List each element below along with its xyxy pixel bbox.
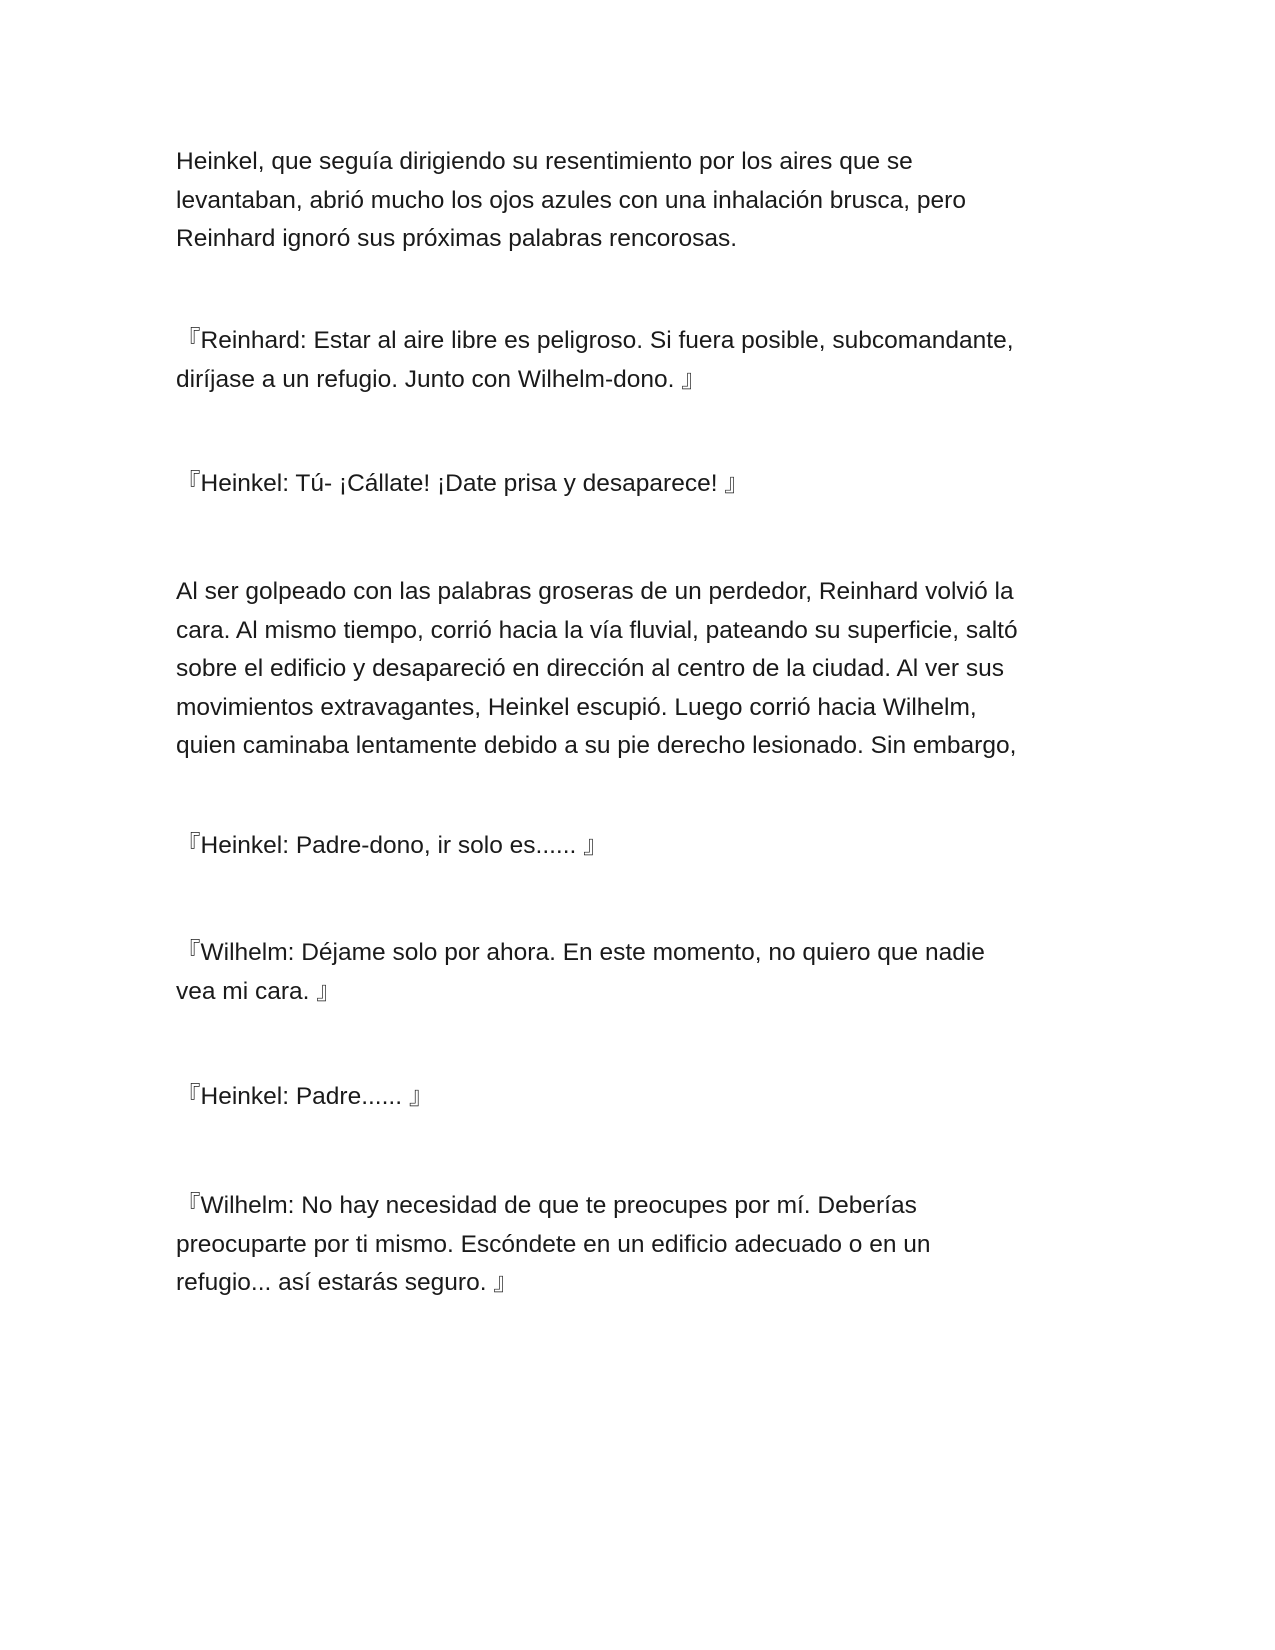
paragraph-dialogue-heinkel-2	[176, 827, 1106, 866]
text-line: 『Heinkel: Tú- ¡Cállate! ¡Date prisa y desaparece! 』	[176, 470, 749, 497]
text-line: quien caminaba lentamente debido a su pie derecho lesionado. Sin embargo,	[176, 732, 1017, 759]
paragraph-dialogue-heinkel-3	[176, 1078, 1106, 1117]
text-line: 『Reinhard: Estar al aire libre es peligroso. Si fuera posible, subcomandante,	[176, 327, 1014, 354]
text-line: 『Heinkel: Padre-dono, ir solo es...... 』	[176, 832, 608, 859]
paragraph-narration-2	[176, 573, 1106, 766]
paragraph-dialogue-wilhelm-1	[176, 934, 1106, 1011]
text-line: 『Wilhelm: No hay necesidad de que te preocupes por mí. Deberías	[176, 1192, 917, 1219]
text-line: 『Wilhelm: Déjame solo por ahora. En este momento, no quiero que nadie	[176, 939, 985, 966]
paragraph-dialogue-wilhelm-2	[176, 1187, 1106, 1303]
text-line: cara. Al mismo tiempo, corrió hacia la vía fluvial, pateando su superficie, saltó	[176, 616, 1018, 644]
text-line: Reinhard ignoró sus próximas palabras rencorosas.	[176, 225, 738, 252]
text-line: sobre el edificio y desapareció en dirección al centro de la ciudad. Al ver sus	[176, 655, 1005, 682]
text-line: Heinkel, que seguía dirigiendo su resentimiento por los aires que se	[176, 148, 913, 175]
paragraph-dialogue-heinkel-1	[176, 465, 1106, 504]
text-line: 『Heinkel: Padre...... 』	[176, 1083, 434, 1110]
paragraph-dialogue-reinhard	[176, 322, 1106, 399]
text-line: Al ser golpeado con las palabras groseras de un perdedor, Reinhard volvió la	[176, 578, 1014, 605]
text-line: levantaban, abrió mucho los ojos azules con una inhalación brusca, pero	[176, 186, 966, 214]
text-line: preocuparte por ti mismo. Escóndete en un edificio adecuado o en un	[176, 1230, 931, 1258]
text-line: vea mi cara. 』	[176, 977, 341, 1005]
text-line: diríjase a un refugio. Junto con Wilhelm-dono. 』	[176, 365, 706, 393]
text-line: refugio... así estarás seguro. 』	[176, 1269, 518, 1296]
paragraph-narration-1	[176, 143, 1106, 259]
text-line: movimientos extravagantes, Heinkel escupió. Luego corrió hacia Wilhelm,	[176, 693, 977, 721]
